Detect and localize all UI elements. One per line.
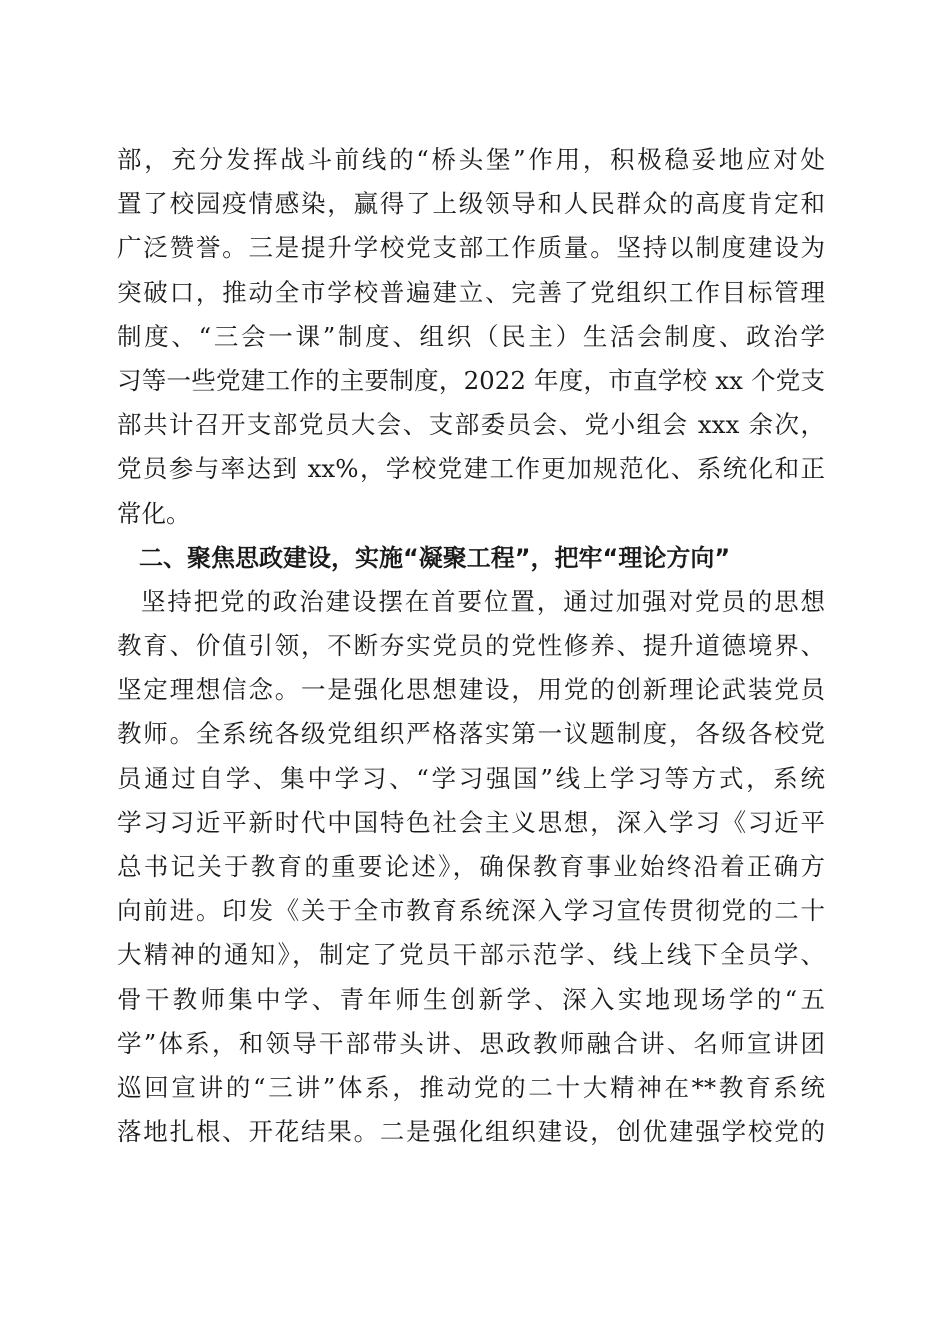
text-line: 教师。全系统各级党组织严格落实第一议题制度，各级各校党 [117, 719, 825, 749]
body-text [117, 138, 825, 1154]
text-line: 突破口，推动全市学校普遍建立、完善了党组织工作目标管理 [117, 277, 825, 307]
text-line: 坚持把党的政治建设摆在首要位置，通过加强对党员的思想 [141, 586, 825, 616]
text-line: 巡回宣讲的“三讲”体系，推动党的二十大精神在**教育系统 [117, 1072, 825, 1102]
text-line: 习等一些党建工作的主要制度，2022 年度，市直学校 xx 个党支 [117, 365, 825, 395]
text-line: 置了校园疫情感染，赢得了上级领导和人民群众的高度肯定和 [117, 189, 825, 219]
text-line: 部，充分发挥战斗前线的“桥头堡”作用，积极稳妥地应对处 [117, 145, 825, 174]
section-heading: 二、聚焦思政建设，实施“凝聚工程”，把牢“理论方向” [139, 543, 731, 572]
text-line: 教育、价值引领，不断夯实党员的党性修养、提升道德境界、 [117, 631, 825, 661]
text-line: 大精神的通知》，制定了党员干部示范学、线上线下全员学、 [117, 940, 825, 970]
text-line: 落地扎根、开花结果。二是强化组织建设，创优建强学校党的 [117, 1117, 825, 1147]
text-line: 学习习近平新时代中国特色社会主义思想，深入学习《习近平 [117, 807, 825, 837]
text-line: 制度、“三会一课”制度、组织（民主）生活会制度、政治学 [117, 321, 825, 351]
text-line: 向前进。印发《关于全市教育系统深入学习宣传贯彻党的二十 [117, 896, 825, 926]
text-line: 党员参与率达到 xx%，学校党建工作更加规范化、系统化和正 [117, 454, 825, 484]
text-line: 骨干教师集中学、青年师生创新学、深入实地现场学的“五 [117, 984, 825, 1014]
text-line: 常化。 [117, 498, 191, 528]
text-line: 学”体系，和领导干部带头讲、思政教师融合讲、名师宣讲团 [117, 1028, 825, 1058]
text-line: 广泛赞誉。三是提升学校党支部工作质量。坚持以制度建设为 [117, 233, 825, 263]
text-line: 总书记关于教育的重要论述》，确保教育事业始终沿着正确方 [117, 852, 825, 881]
text-line: 员通过自学、集中学习、“学习强国”线上学习等方式，系统 [117, 763, 825, 793]
text-line: 部共计召开支部党员大会、支部委员会、党小组会 xxx 余次， [117, 410, 825, 440]
text-line: 坚定理想信念。一是强化思想建设，用党的创新理论武装党员 [117, 675, 825, 705]
